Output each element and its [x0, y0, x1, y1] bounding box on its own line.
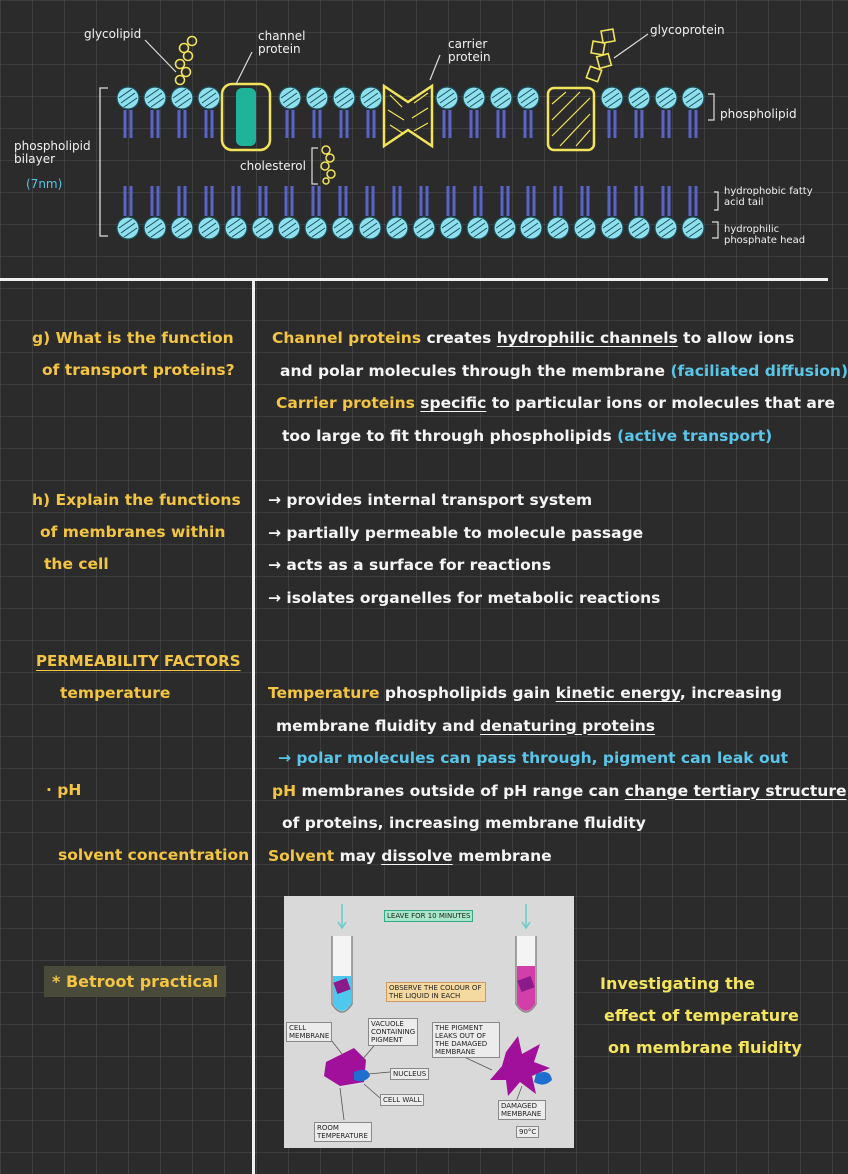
factor-ph: · pH	[46, 781, 82, 799]
ph-line-1: pH membranes outside of pH range can change tertiary structure	[272, 781, 847, 800]
factor-solvent: solvent concentration	[58, 846, 250, 864]
investigating-text: Investigating the effect of temperature on membrane fluidity	[600, 974, 802, 1057]
heads-bottom	[117, 217, 704, 239]
vertical-divider	[252, 281, 255, 1174]
cell-membrane-tag: CELL MEMBRANE	[286, 1022, 332, 1042]
bullet: → isolates organelles for metabolic reactions	[268, 588, 661, 607]
cholesterol-shape	[312, 146, 335, 184]
answer-permeability	[268, 677, 846, 872]
question-h: h) Explain the functions of membranes within the cell	[32, 491, 241, 573]
hydrophobic-tail-label: hydrophobic fatty acid tail	[724, 186, 813, 208]
factor-temperature: temperature	[60, 684, 171, 702]
leave-tag: LEAVE FOR 10 MINUTES	[384, 910, 473, 922]
bullet: → partially permeable to molecule passage	[268, 523, 644, 542]
membrane-diagram	[0, 0, 828, 278]
bullet: → provides internal transport system	[268, 491, 593, 509]
room-temp-tag: ROOM TEMPERATURE	[314, 1122, 372, 1142]
bilayer-bracket	[100, 88, 108, 236]
answer-g	[272, 322, 848, 452]
ninety-tag: 90°C	[516, 1126, 539, 1138]
answer-h	[268, 484, 660, 614]
channel-protein-shape	[222, 84, 270, 150]
phospholipid-label: phospholipid	[720, 107, 797, 121]
bilayer-size-label: (7nm)	[26, 177, 63, 191]
temp-line-1: Temperature phospholipids gain kinetic energy, increasing	[268, 684, 783, 702]
heads-top	[117, 87, 704, 109]
ph-line-2: of proteins, increasing membrane fluidity	[282, 814, 646, 832]
tails-bottom	[125, 186, 696, 216]
bilayer-label: phospholipid bilayer	[14, 139, 91, 166]
permeability-heading: PERMEABILITY FACTORS	[36, 652, 241, 670]
damaged-membrane-tag: DAMAGED MEMBRANE	[498, 1100, 546, 1120]
horizontal-divider	[0, 278, 828, 281]
pigment-leaks-tag: THE PIGMENT LEAKS OUT OF THE DAMAGED MEMBRANE	[432, 1022, 500, 1058]
glycolipid-label: glycolipid	[84, 27, 142, 41]
answer-g-line-1: Channel proteins creates hydrophilic channels to allow ions	[272, 329, 795, 347]
channel-protein-label: channel protein	[258, 29, 306, 56]
answer-g-line-3: Carrier proteins specific to particular ions or molecules that are	[276, 394, 836, 412]
tails-top	[125, 110, 696, 138]
carrier-protein-shape	[384, 86, 432, 146]
glycolipid-shape	[176, 37, 197, 85]
vacuole-tag: VACUOLE CONTAINING PIGMENT	[368, 1018, 418, 1046]
question-g: g) What is the function of transport proteins?	[32, 329, 235, 379]
beetroot-figure	[284, 896, 574, 1148]
cholesterol-label: cholesterol	[240, 159, 306, 173]
bullet: → acts as a surface for reactions	[268, 556, 552, 574]
nucleus-tag: NUCLEUS	[390, 1068, 429, 1080]
solvent-line: Solvent may dissolve membrane	[268, 846, 552, 865]
carrier-protein-label: carrier protein	[448, 37, 491, 64]
hydrophilic-head-label: hydrophilic phosphate head	[724, 224, 806, 246]
temp-line-3: → polar molecules can pass through, pigment can leak out	[278, 749, 789, 767]
answer-g-line-4: too large to fit through phospholipids (active transport)	[282, 426, 773, 445]
beetroot-label: * Betroot practical	[44, 966, 226, 997]
answer-g-line-2: and polar molecules through the membrane (faciliated diffusion)	[280, 361, 848, 380]
cell-wall-tag: CELL WALL	[380, 1094, 424, 1106]
temp-line-2: membrane fluidity and denaturing proteins	[276, 716, 656, 735]
glycoprotein-label: glycoprotein	[650, 23, 725, 37]
observe-tag: OBSERVE THE COLOUR OF THE LIQUID IN EACH	[386, 982, 486, 1002]
